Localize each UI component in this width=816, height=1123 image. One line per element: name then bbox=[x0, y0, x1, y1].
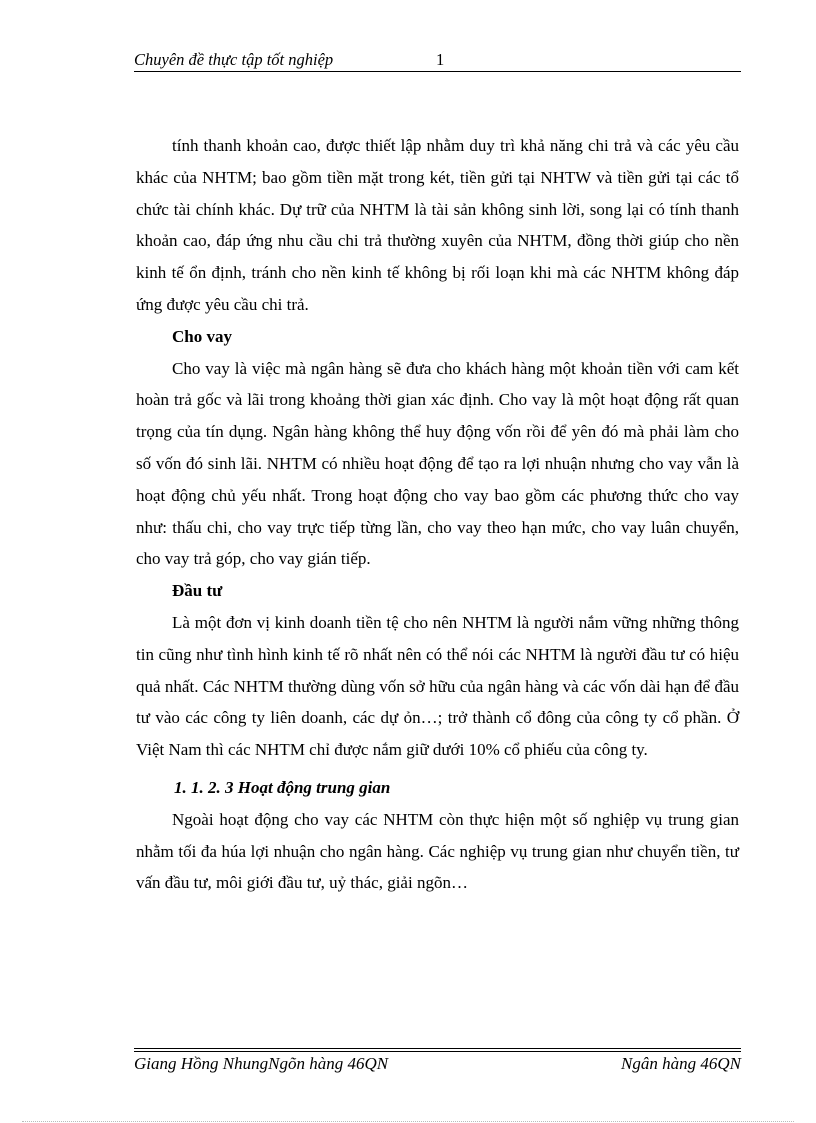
heading-dau-tu: Đầu tư bbox=[172, 581, 223, 601]
page-bottom-edge bbox=[22, 1121, 794, 1122]
page-footer bbox=[134, 1048, 741, 1082]
section-heading: 1. 1. 2. 3 Hoạt động trung gian bbox=[174, 777, 391, 797]
paragraph-trung-gian: Ngoài hoạt động cho vay các NHTM còn thực hiện một số nghiệp vụ trung gian nhằm tối đa húa lợi nhuận cho ngân hàng. Các nghiệp vụ trung gian như chuyển tiền, tư vấn đầu tư, môi giới đầu tư, uỷ thác, giải ngõn… bbox=[136, 809, 739, 893]
paragraph-cho-vay: Cho vay là việc mà ngân hàng sẽ đưa cho khách hàng một khoản tiền với cam kết hoàn trả gốc và lãi trong khoảng thời gian xác định. Cho vay là một hoạt động rất quan trọng của tín dụng. Ngân hàng không thể huy động vốn rồi để yên đó mà phải làm cho số vốn đó sinh lãi. NHTM có nhiều hoạt động để tạo ra lợi nhuận nhưng cho vay vẫn là hoạt động chủ yếu nhất. Trong hoạt động cho vay bao gồm các phương thức cho vay như: thấu chi, cho vay trực tiếp từng lần, cho vay theo hạn mức, cho vay luân chuyển, cho vay trả góp, cho vay gián tiếp. bbox=[136, 358, 739, 569]
footer-divider bbox=[134, 1048, 741, 1049]
paragraph-intro: tính thanh khoản cao, được thiết lập nhằm duy trì khả năng chi trả và các yêu cầu khác của NHTM; bao gồm tiền mặt trong két, tiền gửi tại NHTW và tiền gửi tại các tổ chức tài chính khác. Dự trữ của NHTM là tài sản không sinh lời, song lại có tính thanh khoản cao, đáp ứng nhu cầu chi trả thường xuyên của NHTM, đồng thời giúp cho nền kinh tế ổn định, tránh cho nền kinh tế không bị rối loạn khi mà các NHTM không đáp ứng được yêu cầu chi trả. bbox=[136, 136, 739, 314]
document-title: Chuyên đề thực tập tốt nghiệp bbox=[134, 50, 334, 69]
footer-department: Ngân hàng 46QN bbox=[621, 1054, 741, 1073]
paragraph-dau-tu: Là một đơn vị kinh doanh tiền tệ cho nên NHTM là người nắm vững những thông tin cũng như tình hình kinh tế rõ nhất nên có thể nói các NHTM là người đầu tư có hiệu quả nhất. Các NHTM thường dùng vốn sở hữu của ngân hàng và các vốn dài hạn để đầu tư vào các công ty liên doanh, các dự ỏn…; trở thành cổ đông của công ty cổ phần. Ở Việt Nam thì các NHTM chỉ được nắm giữ dưới 10% cổ phiếu của công ty. bbox=[136, 612, 739, 760]
heading-cho-vay: Cho vay bbox=[172, 326, 232, 346]
footer-author: Giang Hồng NhungNgõn hàng 46QN bbox=[134, 1054, 389, 1073]
page-header bbox=[134, 48, 741, 72]
document-body bbox=[136, 130, 739, 899]
page-number: 1 bbox=[436, 50, 445, 69]
header-divider bbox=[134, 71, 741, 72]
footer-divider-second bbox=[134, 1051, 741, 1052]
